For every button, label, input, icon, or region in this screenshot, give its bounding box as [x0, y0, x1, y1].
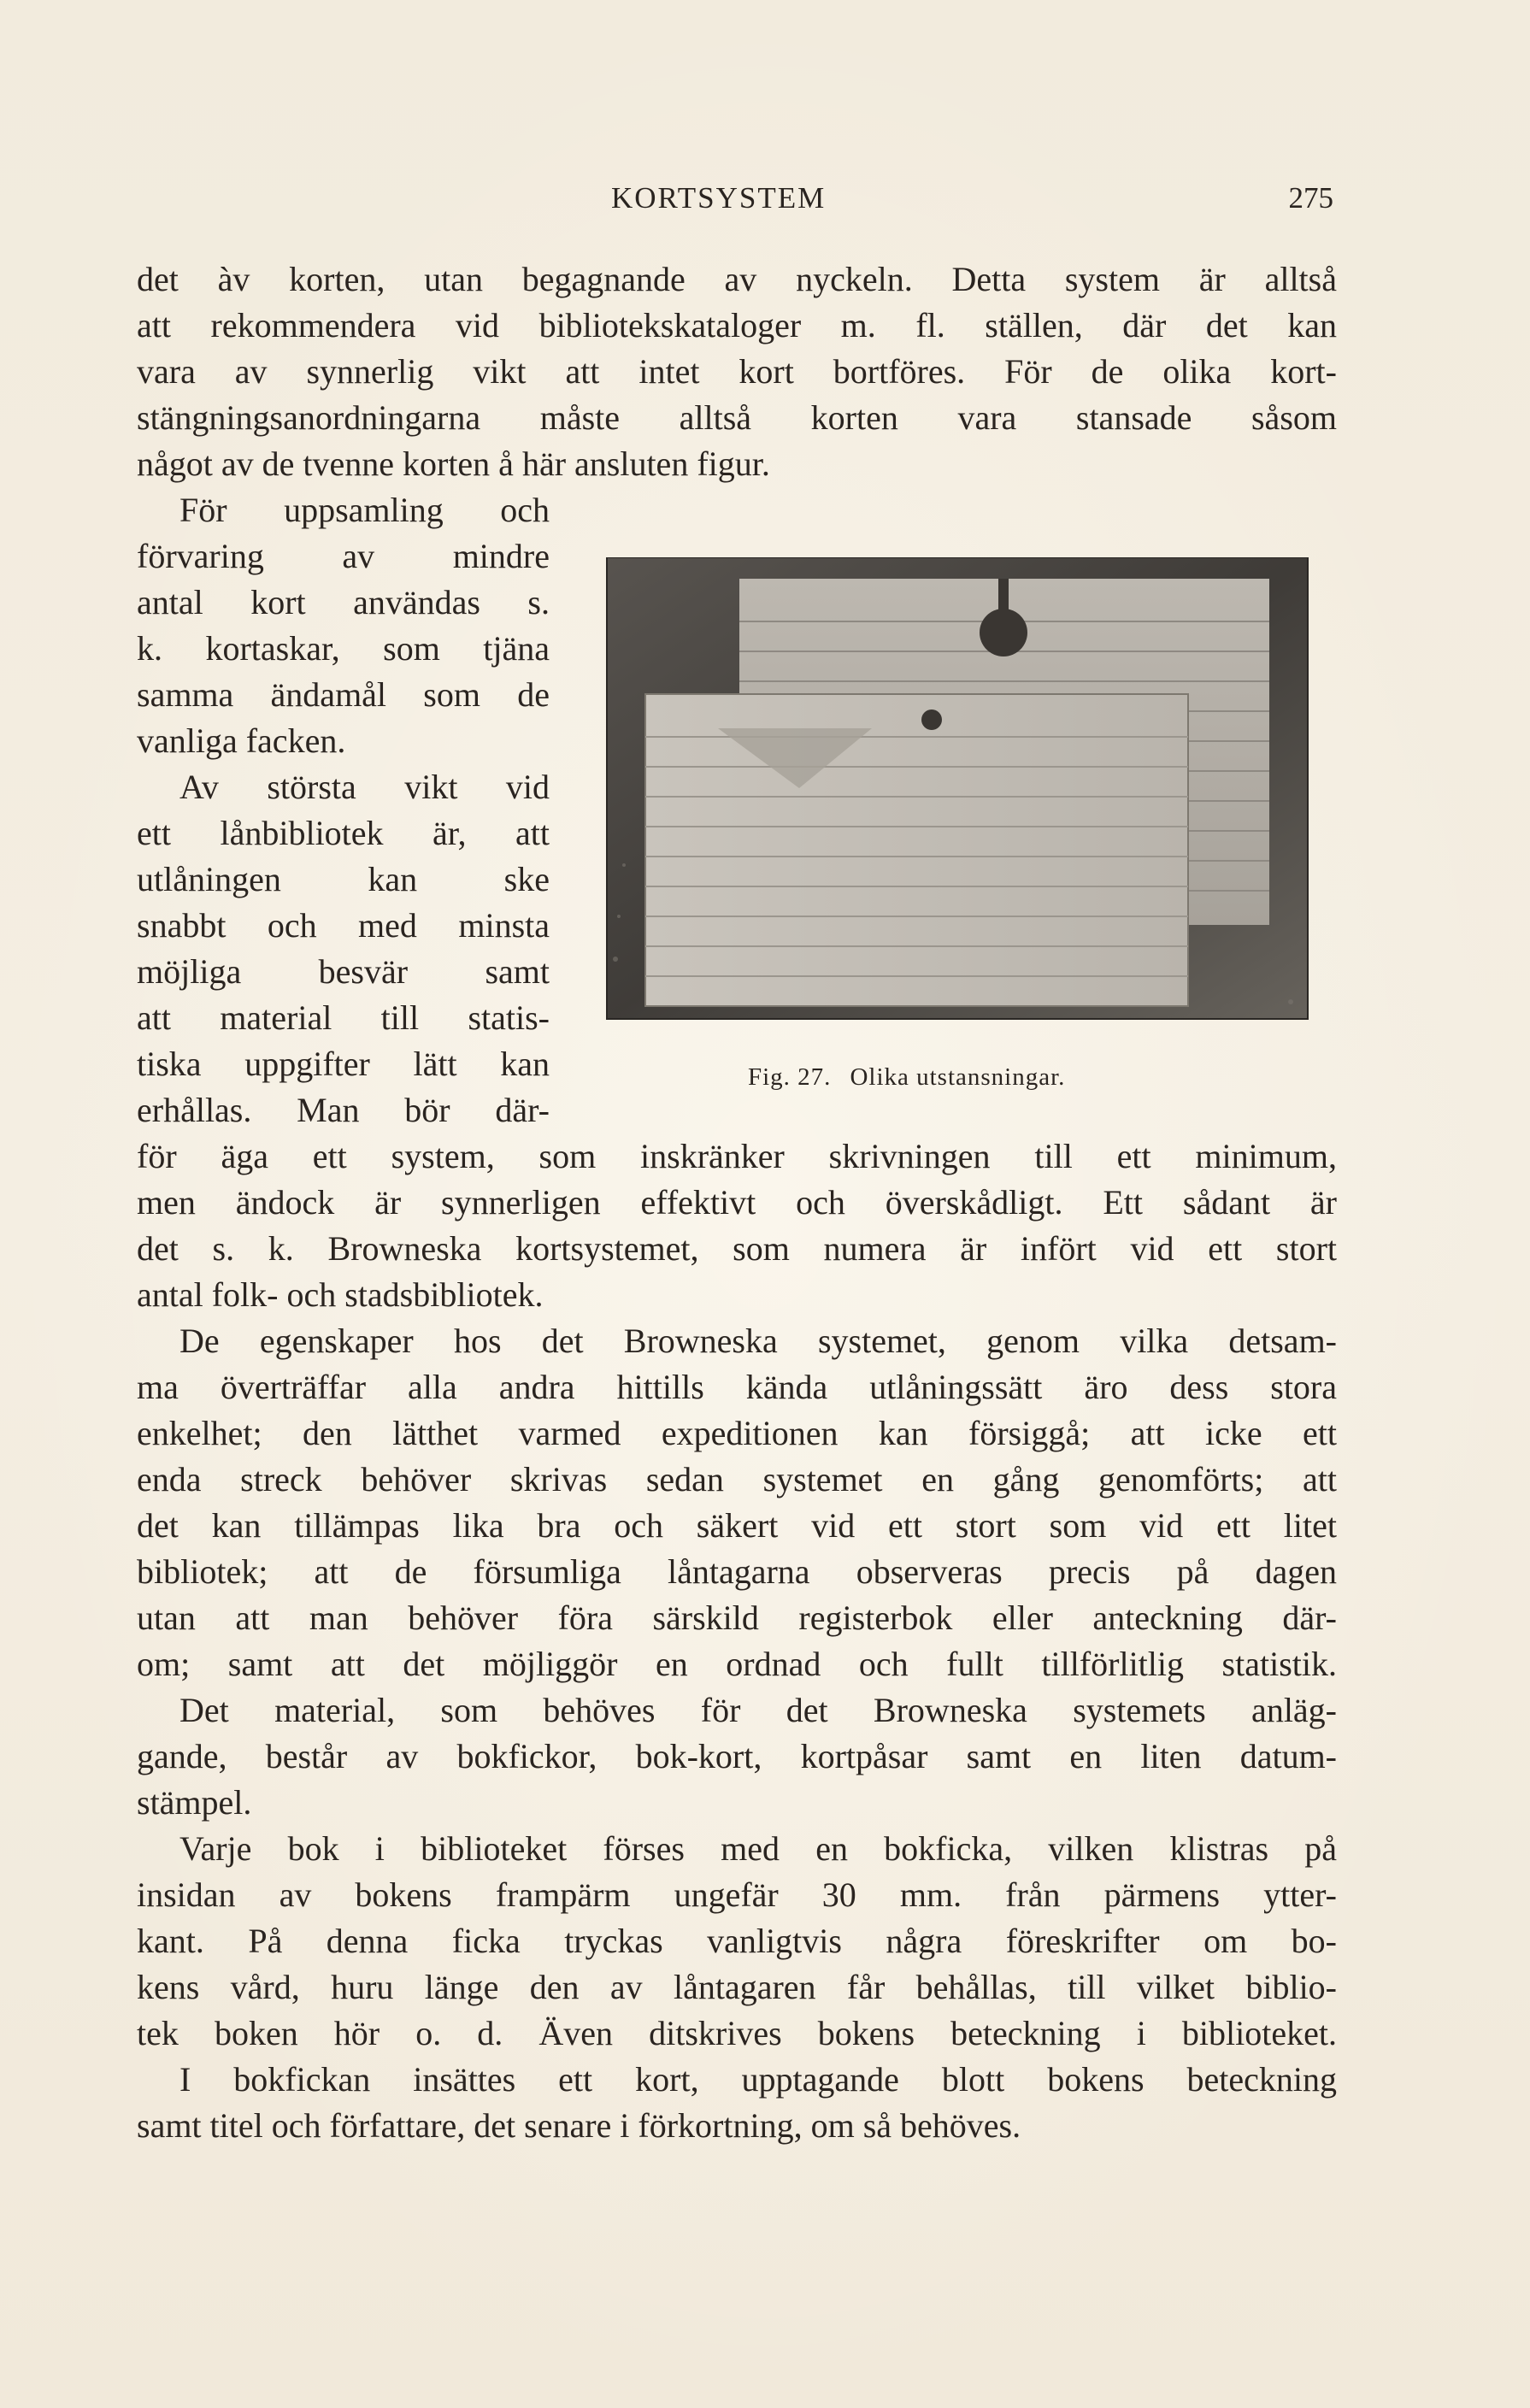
text-line: stängningsanordningarna måste alltså korten vara stansade såsom [137, 398, 1337, 437]
text-line: samt titel och författare, det senare i förkortning, om så behöves. [137, 2106, 1021, 2145]
text-line: ma överträffar alla andra hittills kända utlåningssätt äro dess stora [137, 1368, 1337, 1406]
text-line: kens vård, huru länge den av låntagaren får behållas, till vilket biblio- [137, 1968, 1337, 2006]
text-line: kant. På denna ficka tryckas vanligtvis några föreskrifter om bo- [137, 1922, 1337, 1960]
text-line: att material till statis- [137, 998, 550, 1037]
figure-label: Fig. 27. [748, 1063, 832, 1091]
text-line: för äga ett system, som inskränker skrivningen till ett minimum, [137, 1137, 1337, 1175]
running-head [137, 181, 1333, 224]
text-line: att rekommendera vid bibliotekskataloger m. fl. ställen, där det kan [137, 306, 1337, 344]
text-line: k. kortaskar, som tjäna [137, 629, 550, 668]
text-line: Det material, som behöves för det Browneska systemets anläg- [179, 1691, 1337, 1729]
text-line: bibliotek; att de försumliga låntagarna observeras precis på dagen [137, 1552, 1337, 1591]
page-number: 275 [1288, 181, 1333, 215]
text-line: enkelhet; den lätthet varmed expeditionen kan försiggå; att icke ett [137, 1414, 1337, 1452]
text-line: något av de tvenne korten å här ansluten figur. [137, 445, 770, 483]
text-line: enda streck behöver skrivas sedan systemet en gång genomförts; att [137, 1460, 1337, 1498]
running-title: KORTSYSTEM [611, 181, 827, 215]
text-line: det s. k. Browneska kortsystemet, som numera är infört vid ett stort [137, 1229, 1337, 1268]
text-line: men ändock är synnerligen effektivt och överskådligt. Ett sådant är [137, 1183, 1337, 1222]
text-line: insidan av bokens frampärm ungefär 30 mm. från pärmens ytter- [137, 1875, 1337, 1914]
figure-caption-text: Olika utstansningar. [850, 1063, 1066, 1091]
text-line: utlåningen kan ske [137, 860, 550, 898]
text-line: ett lånbibliotek är, att [137, 814, 550, 852]
text-line: förvaring av mindre [137, 537, 550, 575]
text-line: vara av synnerlig vikt att intet kort bortföres. För de olika kort- [137, 352, 1337, 391]
figure-caption [748, 1063, 1227, 1092]
punched-cards-image [590, 557, 1325, 1036]
text-line: För uppsamling och [179, 491, 550, 529]
text-line: utan att man behöver föra särskild registerbok eller anteckning där- [137, 1598, 1337, 1637]
text-line: det kan tillämpas lika bra och säkert vid ett stort som vid ett litet [137, 1506, 1337, 1545]
text-line: Varje bok i biblioteket förses med en bokficka, vilken klistras på [179, 1829, 1337, 1868]
text-line: antal kort användas s. [137, 583, 550, 621]
text-line: det àv korten, utan begagnande av nyckeln. Detta system är alltså [137, 260, 1337, 298]
text-line: De egenskaper hos det Browneska systemet, genom vilka detsam- [179, 1322, 1337, 1360]
text-line: I bokfickan insättes ett kort, upptagande blott bokens beteckning [179, 2060, 1337, 2099]
text-line: Av största vikt vid [179, 768, 550, 806]
text-line: antal folk- och stadsbibliotek. [137, 1275, 544, 1314]
figure-card-illustration [590, 557, 1325, 1036]
text-line: vanliga facken. [137, 721, 346, 760]
text-line: om; samt att det möjliggör en ordnad och fullt tillförlitlig statistik. [137, 1645, 1337, 1683]
front-card [645, 694, 1188, 1006]
text-line: snabbt och med minsta [137, 906, 550, 945]
text-line: möjliga besvär samt [137, 952, 550, 991]
text-line: tiska uppgifter lätt kan [137, 1045, 550, 1083]
text-line: stämpel. [137, 1783, 252, 1822]
text-line: erhållas. Man bör där- [137, 1091, 550, 1129]
text-line: samma ändamål som de [137, 675, 550, 714]
text-line: tek boken hör o. d. Även ditskrives bokens beteckning i biblioteket. [137, 2014, 1337, 2052]
text-line: gande, består av bokfickor, bok-kort, kortpåsar samt en liten datum- [137, 1737, 1337, 1775]
